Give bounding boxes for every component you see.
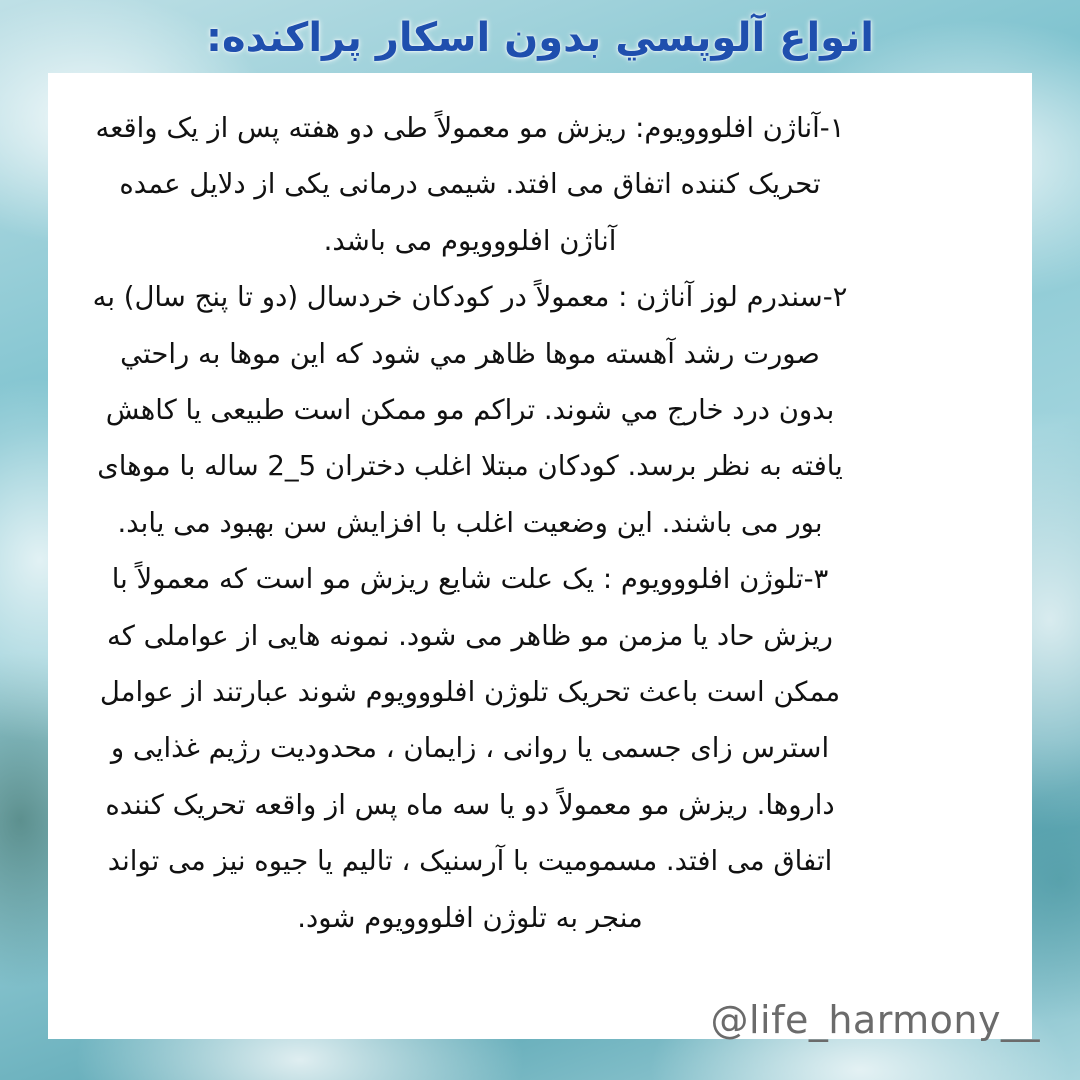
body-text <box>92 100 848 946</box>
paragraph-telogen-effluvium: ۳-تلوژن افلووویوم : یک علت شایع ریزش مو است که معمولاً با ریزش حاد یا مزمن مو ظاهر می شود. نمونه هایی از عواملی که ممکن است باعث تحریک تلوژن افلووویوم شوند عبارتند از عوامل استرس زای جسمی یا روانی ، زایمان ، محدودیت رژیم غذایی و داروها. ریزش مو معمولاً دو یا سه ماه پس از واقعه تحریک کننده اتفاق می افتد. مسمومیت با آرسنیک ، تالیم یا جیوه نیز می تواند منجر به تلوژن افلووویوم شود. <box>99 563 841 934</box>
paragraph-loose-anagen-syndrome: ۲-سندرم لوز آناژن : معمولاً در کودکان خردسال (دو تا پنج سال) به صورت رشد آهسته موها ظاهر مي شود که این موها به راحتي بدون درد خارج مي شوند. تراکم مو ممکن است طبیعی یا کاهش یافته به نظر برسد. کودکان مبتلا اغلب دختران 5_2 ساله با موهای بور می باشند. این وضعیت اغلب با افزایش سن بهبود می یابد. <box>92 281 848 539</box>
watermark-handle: @life_harmony__ <box>710 998 1040 1042</box>
paragraph-anagen-effluvium: ۱-آناژن افلووویوم: ریزش مو معمولاً طی دو هفته پس از یک واقعه تحریک کننده اتفاق می افتد. شیمی درمانی یکی از دلایل عمده آناژن افلووویوم می باشد. <box>95 112 845 257</box>
page-title: انواع آلوپسي بدون اسكار پراكنده: <box>206 15 874 61</box>
